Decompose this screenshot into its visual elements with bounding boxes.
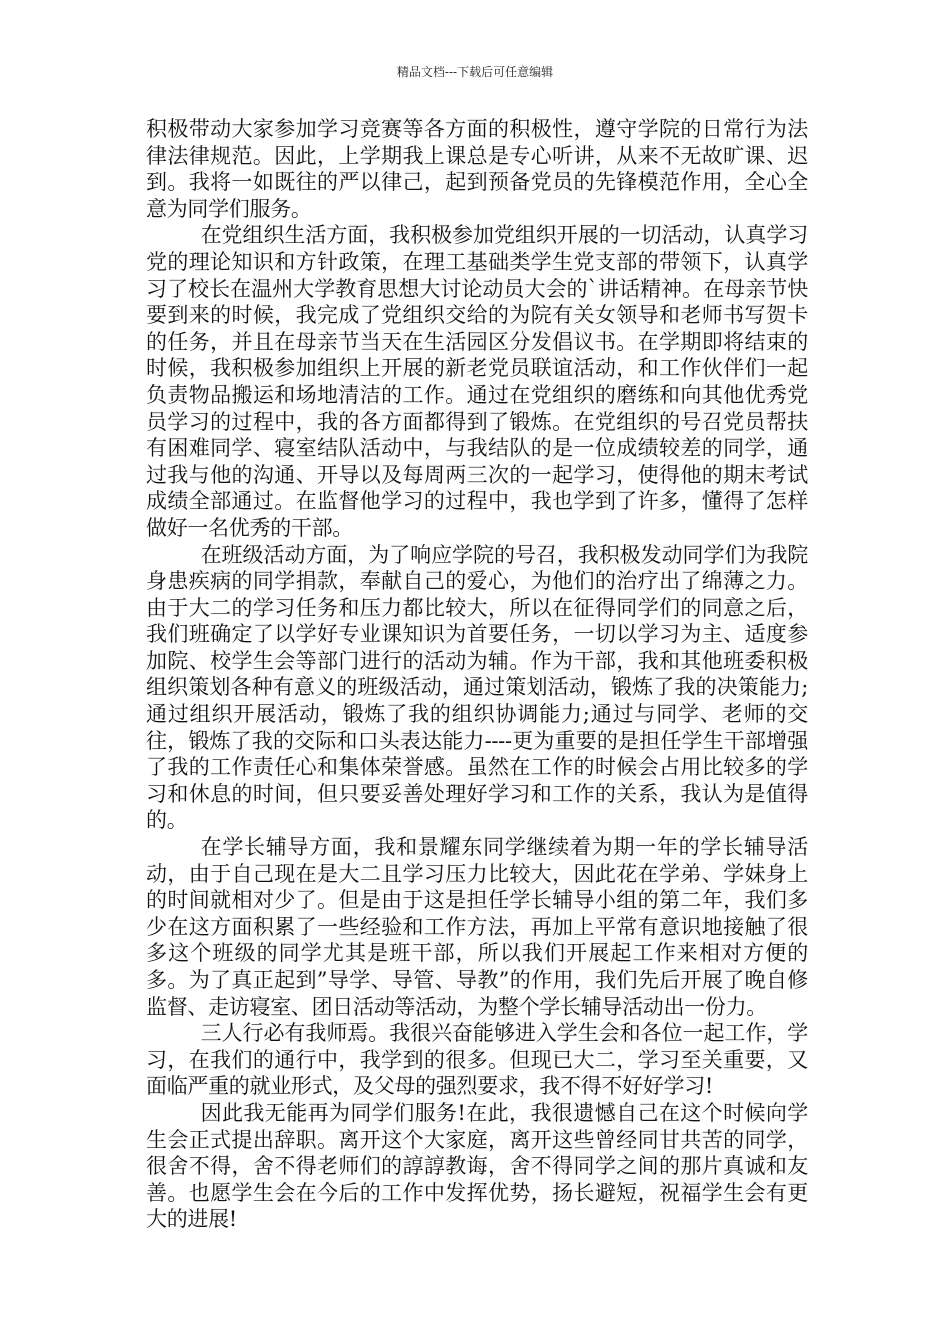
paragraph-class-activities: 在班级活动方面，为了响应学院的号召，我积极发动同学们为我院身患疾病的同学捐款，奉献自己的爱心，为他们的治疗出了绵薄之力。由于大二的学习任务和压力都比较大，所以在征得同学们的同意之后，我们班确定了以学好专业课知识为首要任务，一切以学习为主、适度参加院、校学生会等部门进行的活动为辅。作为干部，我和其他班委积极组织策划各种有意义的班级活动，通过策划活动，锻炼了我的决策能力;通过组织开展活动，锻炼了我的组织协调能力;通过与同学、老师的交往，锻炼了我的交际和口头表达能力----更为重要的是担任学生干部增强了我的工作责任心和集体荣誉感。虽然在工作的时候会占用比较多的学习和休息的时间，但只要妥善处理好学习和工作的关系，我认为是值得的。 (146, 542, 808, 833)
page-header: 精品文档---下载后可任意编辑 (396, 65, 554, 79)
paragraph-study-reason: 三人行必有我师焉。我很兴奋能够进入学生会和各位一起工作，学习，在我们的通行中，我学到的很多。但现已大二，学习至关重要，又面临严重的就业形式，及父母的强烈要求，我不得不好好学习! (146, 1021, 808, 1099)
paragraph-continuation: 积极带动大家参加学习竞赛等各方面的积极性，遵守学院的日常行为法律法律规范。因此，上学期我上课总是专心听讲，从来不无故旷课、迟到。我将一如既往的严以律己，起到预备党员的先锋模范作用，全心全意为同学们服务。 (146, 117, 808, 221)
paragraph-party-activities: 在党组织生活方面，我积极参加党组织开展的一切活动，认真学习党的理论知识和方针政策，在理工基础类学生党支部的带领下，认真学习了校长在温州大学教育思想大讨论动员大会的`讲话精神。在母亲节快要到来的时候，我完成了党组织交给的为院有关女领导和老师书写贺卡的任务，并且在母亲节当天在生活园区分发倡议书。在学期即将结束的时候，我积极参加组织上开展的新老党员联谊活动，和工作伙伴们一起负责物品搬运和场地清洁的工作。通过在党组织的磨练和向其他优秀党员学习的过程中，我的各方面都得到了锻炼。在党组织的号召党员帮扶有困难同学、寝室结队活动中，与我结队的是一位成绩较差的同学，通过我与他的沟通、开导以及每周两三次的一起学习，使得他的期末考试成绩全部通过。在监督他学习的过程中，我也学到了许多，懂得了怎样做好一名优秀的干部。 (146, 223, 808, 540)
paragraph-resignation: 因此我无能再为同学们服务!在此，我很遗憾自己在这个时候向学生会正式提出辞职。离开这个大家庭，离开这些曾经同甘共苦的同学，很舍不得，舍不得老师们的諄諄教诲，舍不得同学之间的那片真诚和友善。也愿学生会在今后的工作中发挥优势，扬长避短，祝福学生会有更大的进展! (146, 1100, 808, 1232)
document-body (146, 116, 808, 1233)
paragraph-mentoring: 在学长辅导方面，我和景耀东同学继续着为期一年的学长辅导活动，由于自己现在是大二且学习压力比较大，因此花在学弟、学妹身上的时间就相对少了。但是由于这是担任学长辅导小组的第二年，我们多少在这方面积累了一些经验和工作方法，再加上平常有意识地接触了很多这个班级的同学尤其是班干部，所以我们开展起工作来相对方便的多。为了真正起到”导学、导管、导教”的作用，我们先后开展了晚自修监督、走访寝室、团日活动等活动，为整个学长辅导活动出一份力。 (146, 835, 808, 1019)
